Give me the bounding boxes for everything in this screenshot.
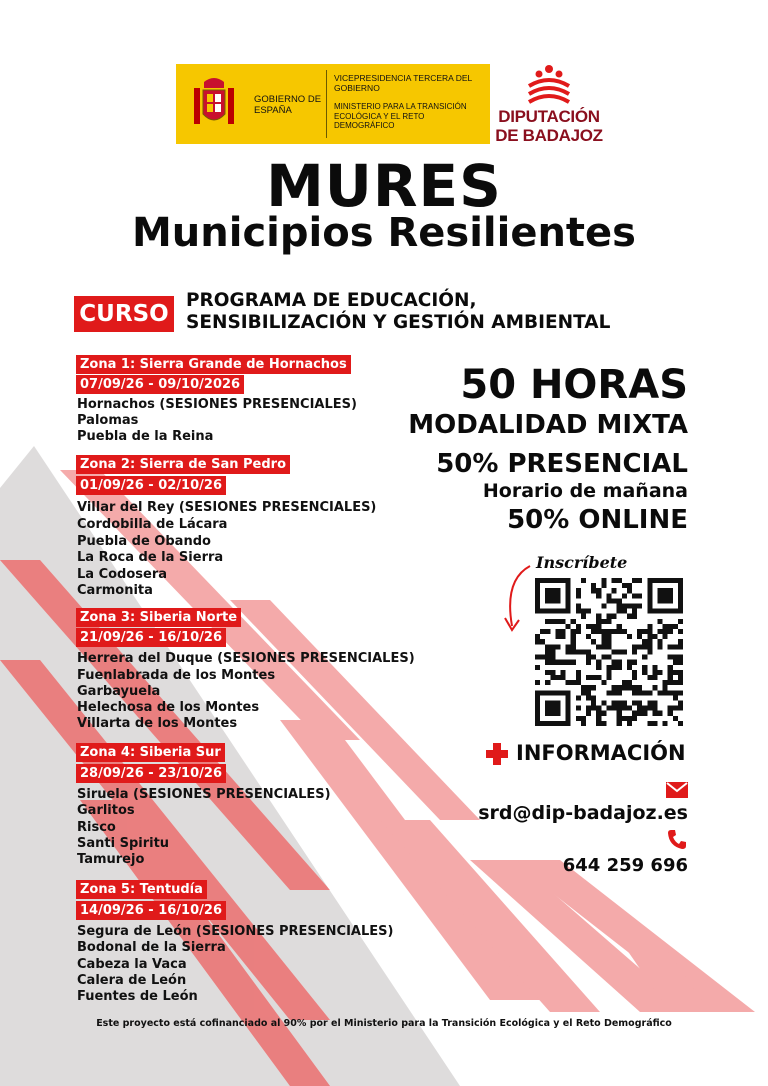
zone-2-town: Carmonita (77, 583, 153, 598)
qr-code[interactable] (534, 578, 684, 726)
zone-4-town: Siruela (SESIONES PRESENCIALES) (77, 787, 331, 802)
modality-label: MODALIDAD MIXTA (408, 410, 688, 440)
badajoz-label: DE BADAJOZ (495, 126, 603, 145)
zone-5-town: Segura de León (SESIONES PRESENCIALES) (77, 924, 394, 939)
zone-3-dates: 21/09/26 - 16/10/26 (76, 628, 226, 647)
phone-icon (666, 828, 688, 850)
hours-label: 50 HORAS (460, 362, 688, 408)
ministerio-label: MINISTERIO PARA LA TRANSICIÓN ECOLÓGICA Y EL RETO DEMOGRÁFICO (334, 102, 467, 131)
zone-5-town: Bodonal de la Sierra (77, 940, 226, 955)
zone-3-name: Zona 3: Siberia Norte (76, 608, 241, 627)
diputacion-label: DIPUTACIÓN (498, 107, 600, 126)
zone-2-town: Puebla de Obando (77, 534, 211, 549)
zone-4-town: Risco (77, 820, 116, 835)
schedule-label: Horario de mañana (482, 480, 688, 502)
zone-4-town: Tamurejo (77, 852, 145, 867)
zone-1-town: Puebla de la Reina (77, 429, 214, 444)
page-subtitle: Municipios Resilientes (132, 210, 636, 256)
zone-1-dates: 07/09/26 - 09/10/2026 (76, 375, 244, 394)
zone-2-town: Villar del Rey (SESIONES PRESENCIALES) (77, 500, 377, 515)
zone-3-town: Helechosa de los Montes (77, 700, 260, 715)
zone-4-dates: 28/09/26 - 23/10/26 (76, 764, 226, 783)
coat-of-arms-icon (190, 74, 238, 136)
zone-4-town: Santi Spiritu (77, 836, 170, 851)
zone-2-town: La Roca de la Sierra (77, 550, 224, 565)
contact-email[interactable]: srd@dip-badajoz.es (478, 802, 688, 824)
zone-3-town: Fuenlabrada de los Montes (77, 668, 276, 683)
programa-title (186, 290, 610, 334)
zone-1-town: Hornachos (SESIONES PRESENCIALES) (77, 397, 357, 412)
zone-5-town: Fuentes de León (77, 989, 198, 1004)
information-heading: INFORMACIÓN (516, 741, 686, 765)
plus-icon (484, 741, 510, 767)
zone-5-town: Calera de León (77, 973, 187, 988)
zone-1-name: Zona 1: Sierra Grande de Hornachos (76, 355, 351, 374)
zone-3-town: Garbayuela (77, 684, 161, 699)
zone-4-town: Garlitos (77, 803, 135, 818)
logo-divider (326, 70, 327, 138)
zone-2-town: La Codosera (77, 567, 168, 582)
inscribete-label: Inscríbete (536, 553, 628, 572)
gobierno-label: GOBIERNO DE ESPAÑA (254, 94, 322, 116)
zone-3-town: Villarta de los Montes (77, 716, 238, 731)
zone-2-name: Zona 2: Sierra de San Pedro (76, 455, 290, 474)
programa-line-1: PROGRAMA DE EDUCACIÓN, (186, 290, 477, 311)
online-label: 50% ONLINE (507, 505, 688, 535)
zone-2-dates: 01/09/26 - 02/10/26 (76, 476, 226, 495)
curso-badge: CURSO (74, 296, 174, 332)
page-title: MURES (266, 152, 502, 220)
diputacion-emblem-icon (524, 64, 574, 104)
zone-2-town: Cordobilla de Lácara (77, 517, 228, 532)
diputacion-badajoz-logo (494, 64, 604, 148)
zone-5-name: Zona 5: Tentudía (76, 880, 207, 899)
mail-icon (666, 782, 688, 798)
zone-5-dates: 14/09/26 - 16/10/26 (76, 901, 226, 920)
contact-phone[interactable]: 644 259 696 (562, 855, 688, 876)
presencial-label: 50% PRESENCIAL (436, 449, 688, 479)
zone-5-town: Cabeza la Vaca (77, 957, 187, 972)
programa-line-2: SENSIBILIZACIÓN Y GESTIÓN AMBIENTAL (186, 312, 611, 333)
zone-1-town: Palomas (77, 413, 139, 428)
vicepresidencia-label: VICEPRESIDENCIA TERCERA DEL GOBIERNO (334, 73, 472, 93)
zone-4-name: Zona 4: Siberia Sur (76, 743, 225, 762)
gobierno-espana-logo (176, 64, 490, 144)
footer-note: Este proyecto está cofinanciado al 90% por el Ministerio para la Transición Ecológica y el Reto Demográfico (96, 1018, 672, 1029)
zone-3-town: Herrera del Duque (SESIONES PRESENCIALES) (77, 651, 415, 666)
